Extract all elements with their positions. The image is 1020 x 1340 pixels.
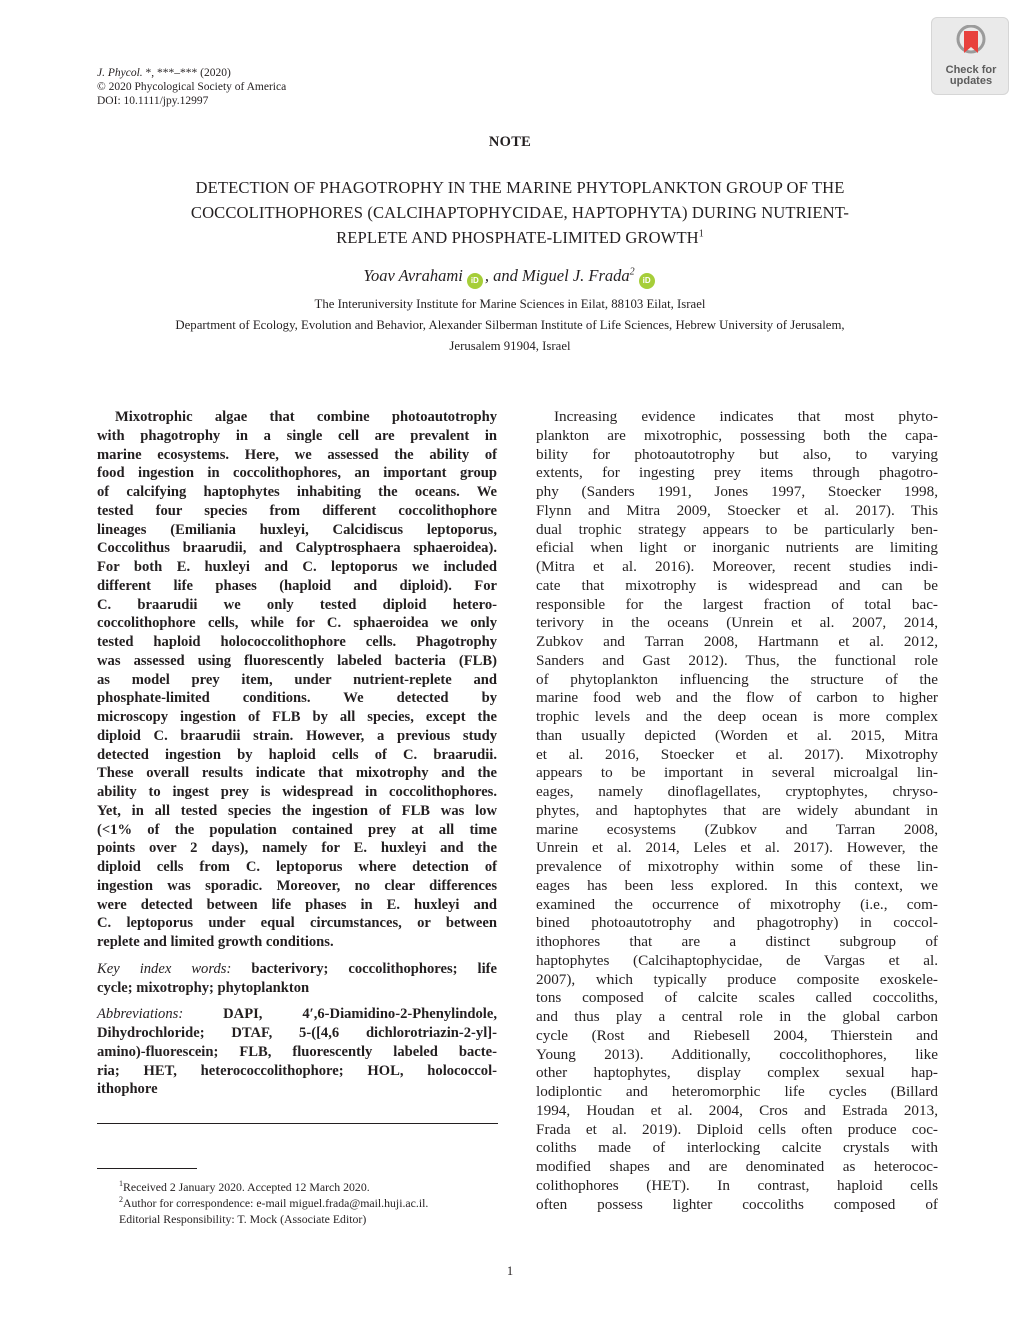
- body-line: extents, for ingesting prey items through phagotro-: [536, 464, 938, 482]
- abbreviations-line: Dihydrochloride; DTAF, 5-([4,6 dichlorotriazin-2-yl]-: [97, 1025, 497, 1041]
- body-line: other haptophytes, display complex sexual hap-: [536, 1064, 938, 1082]
- body-line: phy (Sanders 1991, Jones 1997, Stoecker 1998,: [536, 483, 938, 500]
- abstract-line: Mixotrophic algae that combine photoautotrophy: [115, 409, 497, 425]
- body-line: of phytoplankton influencing the structure of the: [536, 670, 938, 688]
- abstract-line: with phagotrophy in a single cell are prevalent in: [97, 427, 497, 444]
- abstract-line: points over 2 days), namely for E. huxleyi and the: [97, 840, 497, 857]
- abstract-divider: [97, 1123, 498, 1124]
- abstract-line: diploid cells from C. leptoporus where detection of: [97, 859, 497, 875]
- abstract-column: [97, 408, 497, 1099]
- abbreviations-line: ithophore: [97, 1081, 158, 1098]
- doi-line[interactable]: DOI: 10.1111/jpy.12997: [97, 95, 209, 107]
- affiliation: Jerusalem 91904, Israel: [449, 339, 571, 353]
- body-line: than usually depicted (Worden et al. 2015, Mitra: [536, 726, 938, 744]
- body-line: phytes, and haptophytes that are widely abundant in: [536, 801, 938, 819]
- keywords-line: cycle; mixotrophy; phytoplankton: [97, 979, 310, 996]
- footnote: Editorial Responsibility: T. Mock (Associate Editor): [119, 1212, 367, 1226]
- abstract-line: diploid C. braarudii strain. However, a previous study: [97, 727, 497, 744]
- body-line: trophic levels and the deep ocean is more complex: [536, 708, 938, 725]
- body-line: et al. 2016, Stoecker et al. 2017). Mixotrophy: [536, 745, 938, 763]
- abstract-line: C. leptoporus under equal circumstances, or between: [97, 915, 497, 932]
- abstract-line: C. braarudii we only tested diploid hetero-: [97, 596, 497, 613]
- check-for-updates-badge[interactable]: [931, 17, 1009, 95]
- body-line: terivory in the oceans (Unrein et al. 2007, 2014,: [536, 614, 938, 632]
- body-line: dual trophic strategy appears to be particularly ben-: [536, 520, 938, 538]
- footnotes: [119, 1179, 428, 1227]
- abbreviations: [97, 1005, 497, 1099]
- abstract-line: For both E. huxleyi and C. leptoporus we included: [97, 559, 497, 575]
- abstract-line: (<1% of the population contained prey at all time: [97, 821, 497, 838]
- title-line: DETECTION OF PHAGOTROPHY IN THE MARINE PHYTOPLANKTON GROUP OF THE: [195, 178, 845, 197]
- title-line-text: REPLETE AND PHOSPHATE-LIMITED GROWTH: [336, 228, 699, 247]
- body-line: Flynn and Mitra 2009, Stoecker et al. 2017). This: [536, 501, 938, 519]
- section-label: NOTE: [488, 134, 532, 150]
- journal-volume: *, ***–*** (2020): [142, 67, 231, 79]
- keywords-label: Key index words:: [97, 960, 232, 977]
- check-for-updates-line2: updates: [949, 75, 993, 87]
- body-line: Frada et al. 2019). Diploid cells often produce coc-: [536, 1120, 938, 1138]
- body-line: marine food web and the flow of carbon to higher: [536, 689, 938, 707]
- orcid-icon[interactable]: iD: [467, 273, 483, 289]
- title-line: [100, 225, 940, 250]
- abbreviations-line: [97, 1005, 497, 1024]
- abstract-line: microscopy ingestion of FLB by all species, except the: [97, 709, 497, 725]
- bookmark-ribbon-icon: [955, 25, 987, 59]
- footnote-text: Received 2 January 2020. Accepted 12 March 2020.: [123, 1180, 370, 1194]
- author-separator: , and: [484, 266, 522, 285]
- footnote-mark: 1: [119, 1179, 123, 1189]
- footnote-divider: [97, 1168, 197, 1169]
- body-line: Sanders and Gast 2012). Thus, the functional role: [536, 651, 938, 669]
- keywords: [97, 960, 497, 998]
- author-list: [0, 266, 1020, 289]
- body-line: tons composed of calcite scales called coccoliths,: [536, 989, 938, 1007]
- body-line: bined photoautotrophy and phagotrophy) in coccol-: [536, 914, 938, 932]
- body-line: and thus play a central role in the global carbon: [536, 1008, 938, 1025]
- abstract-line: These overall results indicate that mixotrophy and the: [97, 765, 497, 782]
- body-line: colithophores (HET). In contrast, haploid cells: [536, 1176, 938, 1194]
- author-name: Miguel J. Frada: [521, 266, 630, 285]
- title-footnote-mark: 1: [698, 228, 704, 240]
- citation-line: [97, 66, 286, 80]
- title-line: COCCOLITHOPHORES (CALCIHAPTOPHYCIDAE, HAPTOPHYTA) DURING NUTRIENT-: [190, 203, 850, 222]
- check-for-updates-text: [932, 65, 1010, 87]
- abbreviations-line: ria; HET, heterococcolithophore; HOL, holococcol-: [97, 1062, 497, 1079]
- body-line: haptophytes (Calcihaptophycidae, de Vargas et al.: [536, 951, 938, 969]
- abbreviations-text: DAPI, 4′,6-Diamidino-2-Phenylindole,: [183, 1006, 497, 1023]
- abstract-line: as model prey item, under nutrient-replete and: [97, 671, 497, 688]
- affiliation: The Interuniversity Institute for Marine Sciences in Eilat, 88103 Eilat, Israel: [314, 297, 706, 311]
- footnote: [119, 1195, 428, 1211]
- abstract-line: ingestion was sporadic. Moreover, no clear differences: [97, 877, 497, 894]
- body-line: plankton are mixotrophic, possessing both the capa-: [536, 426, 938, 444]
- body-line: marine ecosystems (Zubkov and Tarran 2008,: [536, 820, 938, 838]
- body-line: Young 2013). Additionally, coccolithophores, like: [536, 1045, 938, 1063]
- author-footnote-mark: 2: [629, 266, 635, 278]
- body-line: bility for photoautotrophy but also, to varying: [536, 445, 938, 463]
- abstract-line: phosphate-limited conditions. We detected by: [97, 690, 497, 707]
- body-line: (Mitra et al. 2016). Moreover, recent studies indi-: [536, 558, 938, 575]
- body-line: cate that mixotrophy is widespread and can be: [536, 576, 938, 594]
- body-line: prevalence of mixotrophy within some of these lin-: [536, 858, 938, 875]
- abstract-line: different life phases (haploid and diploid). For: [97, 577, 497, 594]
- page-number: 1: [506, 1264, 514, 1278]
- journal-metadata: [97, 66, 286, 108]
- affiliation: Department of Ecology, Evolution and Behavior, Alexander Silberman Institute of Life Sciences, Hebrew University of Jerusalem,: [175, 318, 845, 332]
- body-line: Zubkov and Tarran 2008, Hartmann et al. 2012,: [536, 633, 938, 650]
- keywords-text: bacterivory; coccolithophores; life: [231, 960, 497, 977]
- abstract-line: marine ecosystems. Here, we assessed the ability of: [97, 446, 497, 463]
- abstract-line: replete and limited growth conditions.: [97, 934, 334, 950]
- body-line: eficial when light or inorganic nutrients are limiting: [536, 539, 938, 557]
- abstract-line: food ingestion in coccolithophores, an important group: [97, 465, 497, 482]
- body-line: appears to be important in several microalgal lin-: [536, 764, 938, 782]
- body-line: eages, namely dinoflagellates, cryptophytes, chryso-: [536, 783, 938, 800]
- abstract-line: ability to ingest prey is widespread in coccolithophores.: [97, 784, 497, 800]
- abstract-line: were detected between life phases in E. huxleyi and: [97, 896, 497, 913]
- abstract-line: tested haploid holococcolithophore cells. Phagotrophy: [97, 634, 497, 650]
- body-line: lodiplontic and heteromorphic life cycles (Billard: [536, 1083, 938, 1100]
- footnote-text: Author for correspondence: e-mail miguel.frada@mail.huji.ac.il.: [123, 1196, 429, 1210]
- footnote: [119, 1179, 428, 1195]
- journal-abbreviation: J. Phycol.: [97, 67, 143, 79]
- body-line: ithophores that are a distinct subgroup of: [536, 933, 938, 950]
- keywords-line: [97, 960, 497, 979]
- author-name: Yoav Avrahami: [363, 266, 463, 285]
- abstract-line: lineages (Emiliania huxleyi, Calcidiscus leptoporus,: [97, 521, 497, 538]
- check-for-updates-line1: Check for: [945, 64, 997, 76]
- copyright-line: © 2020 Phycological Society of America: [97, 81, 287, 93]
- body-line: coliths made of interlocking calcite crystals with: [536, 1139, 938, 1157]
- abstract-line: tested four species from different coccolithophore: [97, 502, 497, 519]
- body-line: modified shapes and are denominated as heterococ-: [536, 1158, 938, 1175]
- article-title: [100, 175, 940, 250]
- body-line: 1994, Houdan et al. 2004, Cros and Estrada 2013,: [536, 1101, 938, 1119]
- abstract-line: Yet, in all tested species the ingestion of FLB was low: [97, 802, 497, 819]
- abstract-line: detected ingestion by haploid cells of C. braarudii.: [97, 746, 497, 763]
- footnote-mark: 2: [119, 1195, 123, 1205]
- abstract-line: Coccolithus braarudii, and Calyptrosphaera sphaeroidea).: [97, 540, 497, 557]
- body-column: [536, 408, 938, 1214]
- orcid-icon[interactable]: iD: [639, 273, 655, 289]
- abbreviations-line: amino)-fluorescein; FLB, fluorescently labeled bacte-: [97, 1043, 497, 1060]
- abstract-line: coccolithophore cells, while for C. sphaeroidea we only: [97, 615, 497, 632]
- body-line: responsible for the largest fraction of total bac-: [536, 595, 938, 613]
- body-line: cycle (Rost and Riebesell 2004, Thierstein and: [536, 1026, 938, 1044]
- body-line: examined the occurrence of mixotrophy (i.e., com-: [536, 895, 938, 913]
- body-line: 2007), which typically produce composite exoskele-: [536, 970, 938, 988]
- body-line: often possess lighter coccoliths composed of: [536, 1195, 938, 1213]
- abbreviations-label: Abbreviations:: [97, 1006, 184, 1023]
- body-line: eages has been less explored. In this context, we: [536, 876, 938, 894]
- abstract: [97, 408, 497, 952]
- abstract-line: was assessed using fluorescently labeled bacteria (FLB): [97, 652, 497, 669]
- body-line: Unrein et al. 2014, Leles et al. 2017). However, the: [536, 839, 938, 857]
- body-line: Increasing evidence indicates that most phyto-: [554, 408, 938, 425]
- abstract-line: of calcifying haptophytes inhabiting the oceans. We: [97, 484, 497, 500]
